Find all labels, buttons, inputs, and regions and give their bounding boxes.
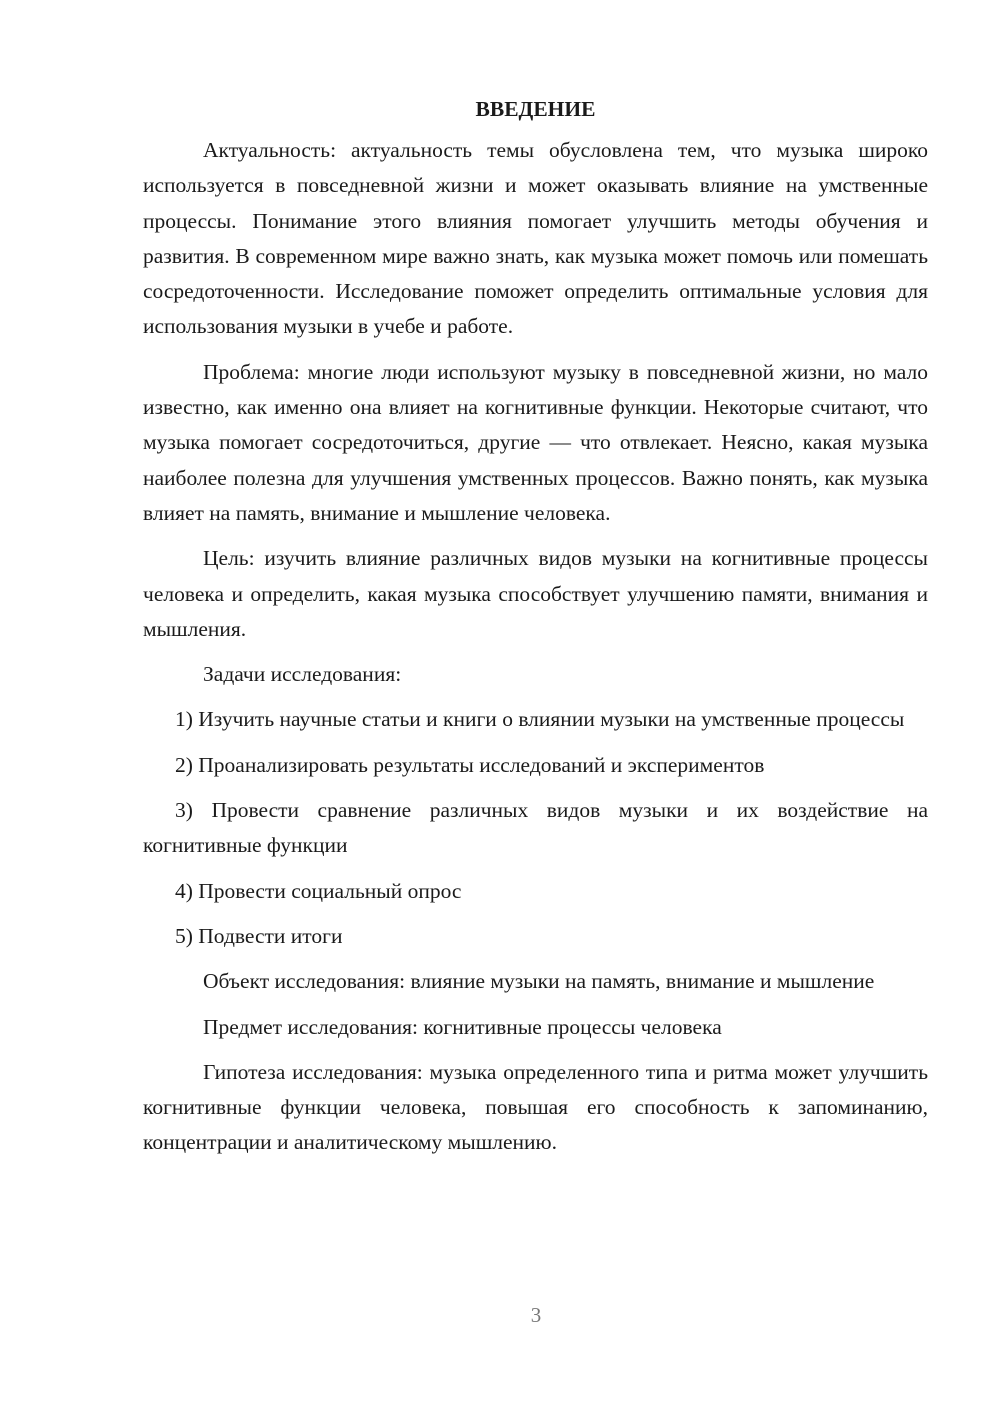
subject-paragraph: Предмет исследования: когнитивные процессы человека (203, 1014, 722, 1039)
page-number: 3 (530, 1303, 542, 1327)
task-item: 2) Проанализировать результаты исследований и экспериментов (175, 752, 765, 777)
document-page (143, 92, 928, 1171)
task-item: 3) Провести сравнение различных видов музыки и их воздействие на когнитивные функции (143, 798, 928, 858)
task-item: 1) Изучить научные статьи и книги о влиянии музыки на умственные процессы (175, 707, 905, 732)
section-title: ВВЕДЕНИЕ (475, 97, 596, 121)
task-item: 5) Подвести итоги (175, 923, 343, 948)
hypothesis-paragraph: Гипотеза исследования: музыка определенного типа и ритма может улучшить когнитивные функции человека, повышая его способность к запоминанию, концентрации и аналитическому мышлению. (143, 1059, 928, 1155)
goal-paragraph: Цель: изучить влияние различных видов музыки на когнитивные процессы человека и определить, какая музыка способствует улучшению памяти, внимания и мышления. (143, 546, 928, 641)
tasks-heading: Задачи исследования: (203, 662, 402, 687)
task-item: 4) Провести социальный опрос (175, 878, 462, 903)
relevance-paragraph: Актуальность: актуальность темы обусловлена тем, что музыка широко используется в повседневной жизни и может оказывать влияние на умственные процессы. Понимание этого влияния помогает улучшить методы обучения и развития. В современном мире важно знать, как музыка может помочь или помешать сосредоточенности. Исследование поможет определить оптимальные условия для использования музыки в учебе и работе. (143, 138, 928, 339)
object-paragraph: Объект исследования: влияние музыки на память, внимание и мышление (203, 969, 875, 994)
problem-paragraph: Проблема: многие люди используют музыку в повседневной жизни, но мало известно, как именно она влияет на когнитивные функции. Некоторые считают, что музыка помогает сосредоточиться, другие — что отвлекает. Неясно, какая музыка наиболее полезна для улучшения умственных процессов. Важно понять, как музыка влияет на память, внимание и мышление человека. (143, 359, 928, 525)
